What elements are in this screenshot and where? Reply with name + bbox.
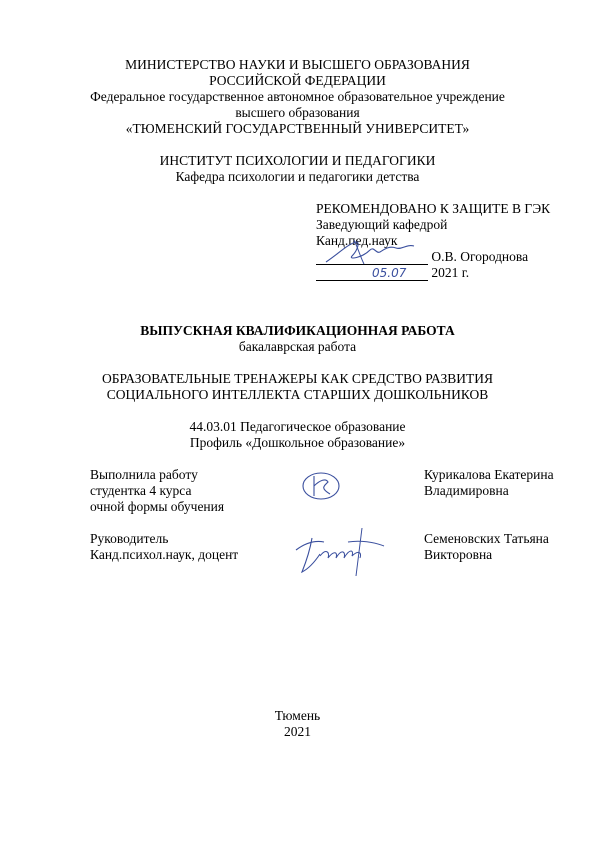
supervisor-label-1: Руководитель [90,531,169,546]
institution-line-2: высшего образования [235,105,360,120]
handwritten-date: 05.07 [372,266,407,280]
work-type: ВЫПУСКНАЯ КВАЛИФИКАЦИОННАЯ РАБОТА [140,323,455,338]
university-name: «ТЮМЕНСКИЙ ГОСУДАРСТВЕННЫЙ УНИВЕРСИТЕТ» [125,121,470,136]
head-signature [318,236,428,270]
approval-degree: Канд.пед.наук [316,233,398,248]
approval-role: Заведующий кафедрой [316,217,448,232]
student-label-3: очной формы обучения [90,499,225,514]
work-subtype: бакалаврская работа [238,339,357,354]
student-name-2: Владимировна [424,483,509,498]
ministry-line-1: МИНИСТЕРСТВО НАУКИ И ВЫСШЕГО ОБРАЗОВАНИЯ [125,57,470,72]
supervisor-name-2: Викторовна [424,547,493,562]
supervisor-signature [290,524,390,580]
student-name-1: Курикалова Екатерина [424,467,554,482]
footer-city: Тюмень [274,708,321,723]
work-title-line-2: СОЦИАЛЬНОГО ИНТЕЛЛЕКТА СТАРШИХ ДОШКОЛЬНИКОВ [106,387,489,402]
work-title-line-1: ОБРАЗОВАТЕЛЬНЫЕ ТРЕНАЖЕРЫ КАК СРЕДСТВО РАЗВИТИЯ [102,371,493,386]
institute-name: ИНСТИТУТ ПСИХОЛОГИИ И ПЕДАГОГИКИ [159,153,436,168]
supervisor-label-2: Канд.психол.наук, доцент [90,547,239,562]
approval-year: 2021 г. [431,265,470,280]
student-label-1: Выполнила работу [90,467,198,482]
student-label-2: студентка 4 курса [90,483,192,498]
ministry-line-2: РОССИЙСКОЙ ФЕДЕРАЦИИ [209,73,386,88]
institution-line-1: Федеральное государственное автономное образовательное учреждение [90,89,505,104]
department-name: Кафедра психологии и педагогики детства [175,169,420,184]
approval-title: РЕКОМЕНДОВАНО К ЗАЩИТЕ В ГЭК [316,201,551,216]
student-signature [296,468,346,504]
supervisor-name-1: Семеновских Татьяна [424,531,549,546]
specialty-code: 44.03.01 Педагогическое образование [189,419,406,434]
specialty-profile: Профиль «Дошкольное образование» [189,435,406,450]
footer-year: 2021 [284,724,311,739]
approval-name: О.В. Огороднова [431,249,529,264]
